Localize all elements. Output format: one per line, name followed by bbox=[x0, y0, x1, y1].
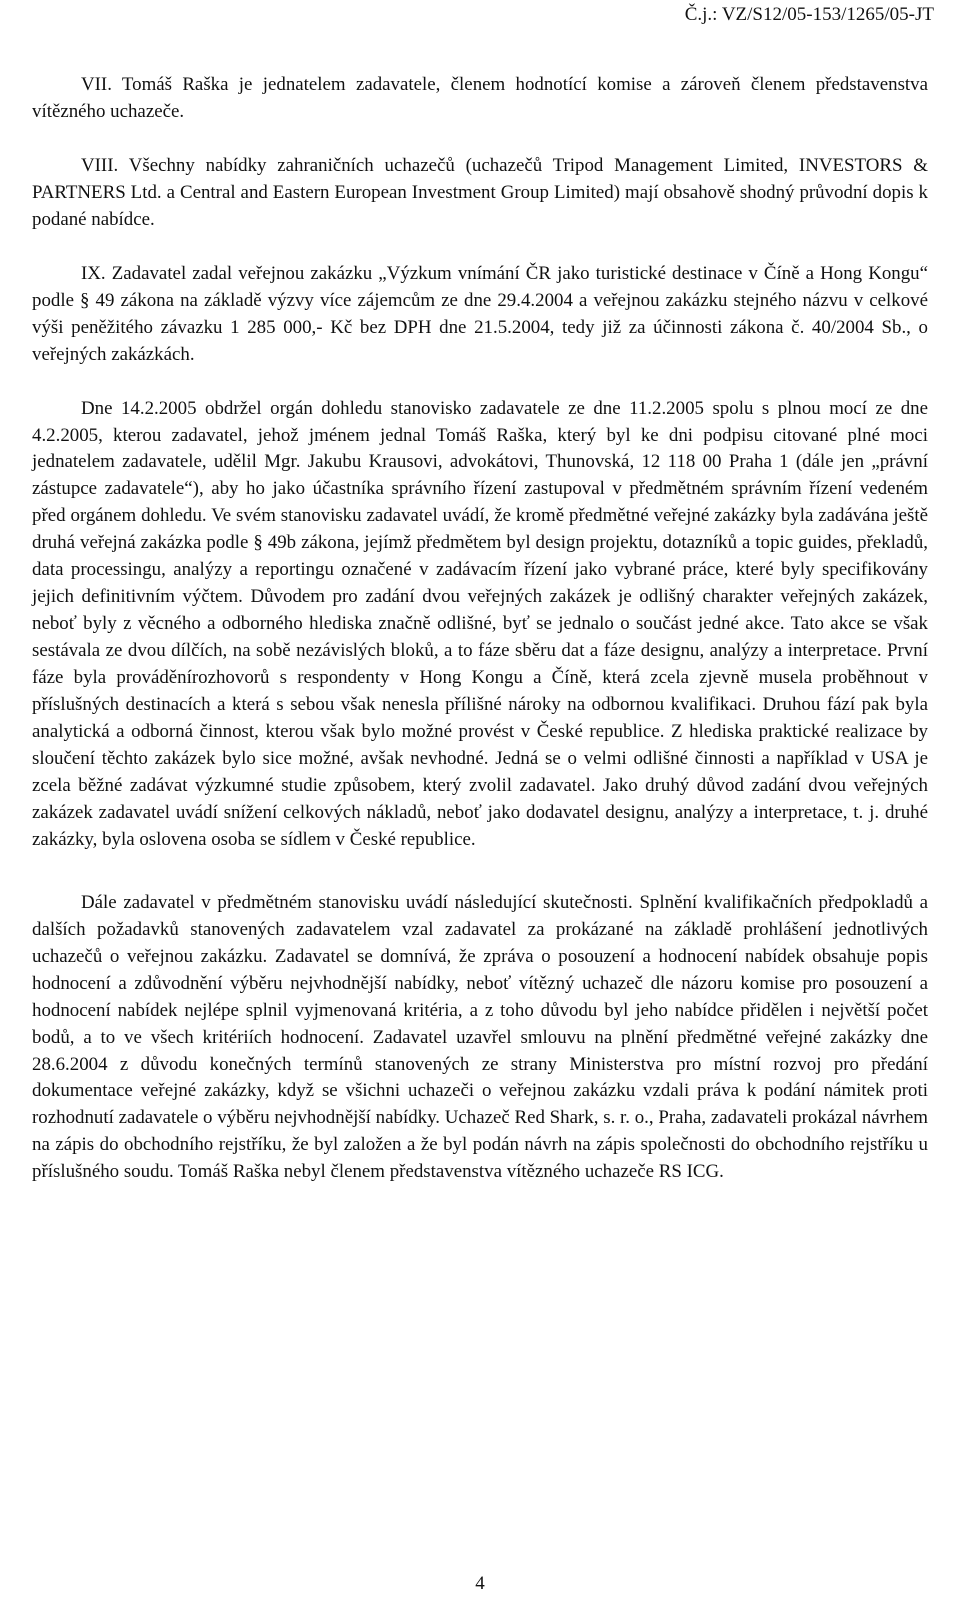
document-reference: Č.j.: VZ/S12/05-153/1265/05-JT bbox=[684, 4, 934, 25]
paragraph-further-facts: Dále zadavatel v předmětném stanovisku uvádí následující skutečnosti. Splnění kvalifikačních předpokladů a dalších požadavků stanovených zadavatelem vzal zadavatel za prokázané na základě prohlášení jednotlivých uchazečů o veřejnou zakázku. Zadavatel se domnívá, že zpráva o posouzení a hodnocení nabídek obsahuje popis hodnocení a zdůvodnění výběru nejvhodnější nabídky, neboť vítězný uchazeč dle názoru komise pro posouzení a hodnocení nabídek nejlépe splnil vyjmenovaná kritéria, a z toho důvodu byl jeho nabídce přidělen i největší počet bodů, a to ve všech kritériích hodnocení. Zadavatel uzavřel smlouvu na plnění předmětné veřejné zakázky dne 28.6.2004 z důvodu konečných termínů stanovených ze strany Ministerstva pro místní rozvoj pro předání dokumentace veřejné zakázky, když se všichni uchazeči o veřejnou zakázku vzdali práva k podání námitek proti rozhodnutí zadavatele o výběru nejvhodnější nabídky. Uchazeč Red Shark, s. r. o., Praha, zadavateli prokázal návrhem na zápis do obchodního rejstříku, že byl založen a že byl podán návrh na zápis společnosti do obchodního rejstříku u příslušného soudu. Tomáš Raška nebyl členem představenstva vítězného uchazeče RS ICG. bbox=[32, 891, 928, 1183]
document-body bbox=[32, 72, 928, 1186]
paragraph-ix: IX. Zadavatel zadal veřejnou zakázku „Výzkum vnímání ČR jako turistické destinace v Číně a Hong Kongu“ podle § 49 zákona na základě výzvy více zájemcům ze dne 29.4.2004 a veřejnou zakázku stejného názvu v celkové výši peněžitého závazku 1 285 000,- Kč bez DPH dne 21.5.2004, tedy již za účinnosti zákona č. 40/2004 Sb., o veřejných zakázkách. bbox=[32, 262, 928, 365]
paragraph-statement: Dne 14.2.2005 obdržel orgán dohledu stanovisko zadavatele ze dne 11.2.2005 spolu s plnou mocí ze dne 4.2.2005, kterou zadavatel, jehož jménem jednal Tomáš Raška, který byl ke dni podpisu citované plné moci jednatelem zadavatele, udělil Mgr. Jakubu Krausovi, advokátovi, Thunovská, 12 118 00 Praha 1 (dále jen „právní zástupce zadavatele“), aby ho jako účastníka správního řízení zastupoval v předmětném správním řízení vedeném před orgánem dohledu. Ve svém stanovisku zadavatel uvádí, že kromě předmětné veřejné zakázky byla zadávána ještě druhá veřejná zakázka podle § 49b zákona, jejímž předmětem byl design projektu, dotazníků a topic guides, překladů, data processingu, analýzy a reportingu označené v zadávacím řízení jako vybrané práce, které byly specifikovány jejich definitivním výčtem. Důvodem pro zadání dvou veřejných zakázek je odlišný charakter veřejných zakázek, neboť byly z věcného a odborného hlediska značně odlišné, byť se jednalo o součást jedné akce. Tato akce se však sestávala ze dvou dílčích, na sobě nezávislých bloků, a to fáze sběru dat a fáze designu, analýzy a interpretace. První fáze byla prováděnírozhovorů s respondenty v Hong Kongu a Číně, která zcela zjevně musela proběhnout v příslušných destinacích a která s sebou však nenesla přílišné nároky na odbornou kvalifikaci. Druhou fází pak byla analytická a odborná činnost, kterou však bylo možné provést v České republice. Z hlediska praktické realizace by sloučení těchto zakázek bylo sice možné, avšak nevhodné. Jedná se o velmi odlišné činnosti a například v USA je zcela běžné zadávat výzkumné studie způsobem, který zvolil zadavatel. Jako druhý důvod zadání dvou veřejných zakázek zadavatel uvádí snížení celkových nákladů, neboť jako dodavatel designu, analýzy a interpretace, t. j. druhé zakázky, byla oslovena osoba se sídlem v České republice. bbox=[32, 397, 928, 850]
paragraph-viii: VIII. Všechny nabídky zahraničních uchazečů (uchazečů Tripod Management Limited, INVESTORS & PARTNERS Ltd. a Central and Eastern European Investment Group Limited) mají obsahově shodný průvodní dopis k podané nabídce. bbox=[32, 154, 928, 230]
paragraph-vii: VII. Tomáš Raška je jednatelem zadavatele, členem hodnotící komise a zároveň členem představenstva vítězného uchazeče. bbox=[32, 74, 928, 122]
page-number: 4 bbox=[475, 1573, 485, 1594]
